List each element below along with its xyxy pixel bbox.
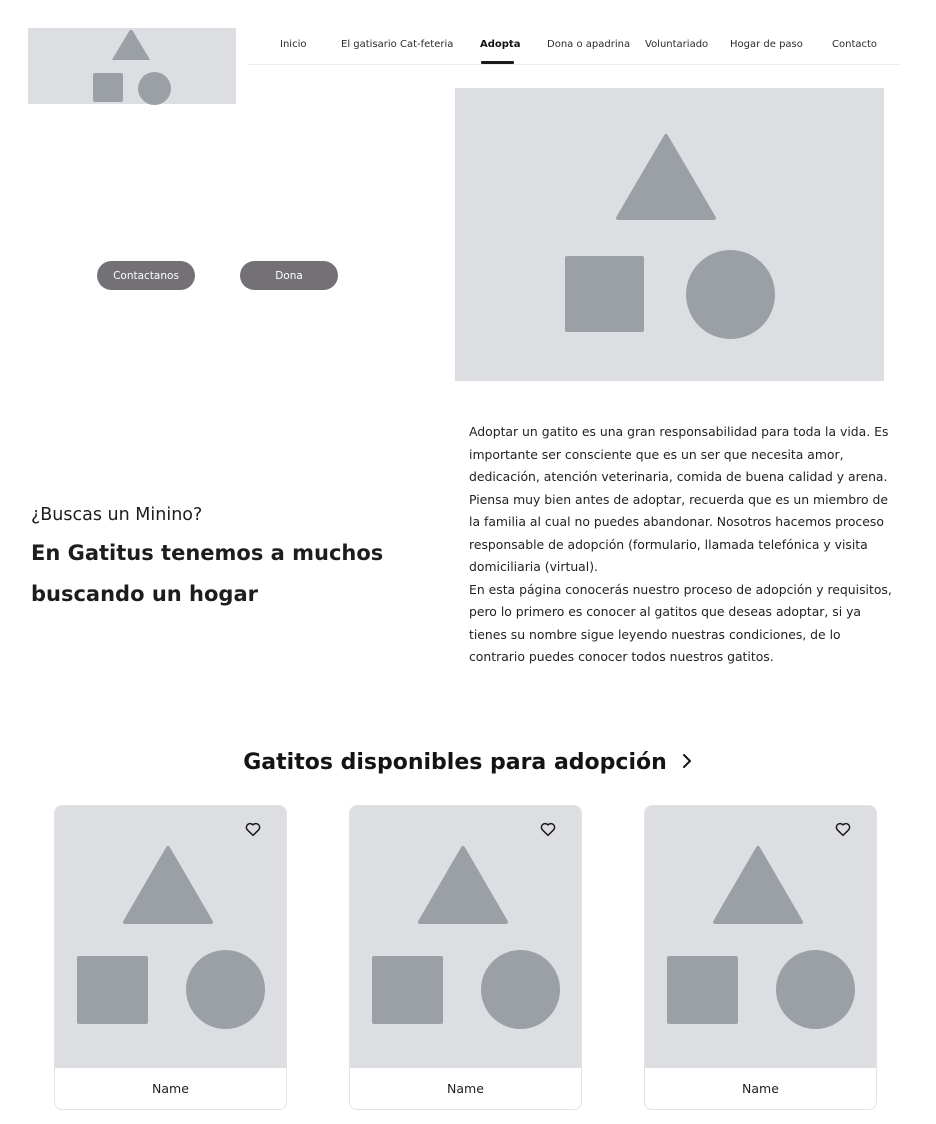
contact-button[interactable]: Contactanos <box>97 261 195 290</box>
card-triangle-shape <box>417 845 509 925</box>
nav-item-hogar-de-paso[interactable]: Hogar de paso <box>730 39 803 50</box>
heart-icon[interactable] <box>539 820 557 838</box>
adoption-title-text: Gatitos disponibles para adopción <box>243 750 667 775</box>
donate-button[interactable]: Dona <box>240 261 338 290</box>
nav-active-indicator <box>481 61 514 64</box>
heart-icon[interactable] <box>834 820 852 838</box>
intro-question: ¿Buscas un Minino? <box>31 505 203 525</box>
adoption-section-title <box>0 750 936 776</box>
cat-card-name: Name <box>742 1081 779 1096</box>
cat-card-image <box>350 806 581 1068</box>
intro-paragraph <box>469 421 897 669</box>
intro-paragraph-2: En esta página conocerás nuestro proceso de adopción y requisitos, pero lo primero es conocer al gatitos que deseas adoptar, si ya tienes su nombre sigue leyendo nuestras condiciones, de lo contrario puedes conocer todos nuestros gatitos. <box>469 581 892 664</box>
nav-item-voluntariado[interactable]: Voluntariado <box>645 39 709 50</box>
heart-icon[interactable] <box>244 820 262 838</box>
hero-image <box>455 88 884 381</box>
main-nav <box>248 28 900 65</box>
nav-item-adopta[interactable]: Adopta <box>480 39 521 50</box>
intro-paragraph-1: Adoptar un gatito es una gran responsabilidad para toda la vida. Es importante ser consciente que es un ser que necesita amor, dedicación, atención veterinaria, comida de buena calidad y arena. Piensa muy bien antes de adoptar, recuerda que es un miembro de la familia al cual no puedes abandonar. Nosotros hacemos proceso responsable de adopción (formulario, llamada telefónica y visita domiciliaria (virtual). <box>469 424 889 574</box>
intro-headline-line1: En Gatitus tenemos a muchos <box>31 541 384 565</box>
logo[interactable] <box>28 28 236 104</box>
card-square-shape <box>77 956 148 1024</box>
card-circle-shape <box>186 950 265 1029</box>
logo-triangle-shape <box>112 30 150 60</box>
nav-item-cat-feteria[interactable]: El gatisario Cat-feteria <box>341 39 454 50</box>
hero-square-shape <box>565 256 644 332</box>
cat-card[interactable] <box>644 805 877 1110</box>
nav-item-inicio[interactable]: Inicio <box>280 39 307 50</box>
nav-item-dona-apadrina[interactable]: Dona o apadrina <box>547 39 631 50</box>
hero-triangle-shape <box>615 133 717 221</box>
cat-card-image <box>645 806 876 1068</box>
logo-square-shape <box>93 73 123 102</box>
hero-circle-shape <box>686 250 775 339</box>
card-square-shape <box>372 956 443 1024</box>
card-square-shape <box>667 956 738 1024</box>
cat-card-name: Name <box>447 1081 484 1096</box>
card-triangle-shape <box>122 845 214 925</box>
card-circle-shape <box>481 950 560 1029</box>
cat-card-name: Name <box>152 1081 189 1096</box>
card-triangle-shape <box>712 845 804 925</box>
cat-card[interactable] <box>54 805 287 1110</box>
logo-circle-shape <box>138 72 171 105</box>
cat-card[interactable] <box>349 805 582 1110</box>
nav-item-contacto[interactable]: Contacto <box>832 39 878 50</box>
card-circle-shape <box>776 950 855 1029</box>
chevron-right-icon[interactable] <box>681 751 693 776</box>
intro-headline-line2: buscando un hogar <box>31 582 258 606</box>
cat-card-image <box>55 806 286 1068</box>
